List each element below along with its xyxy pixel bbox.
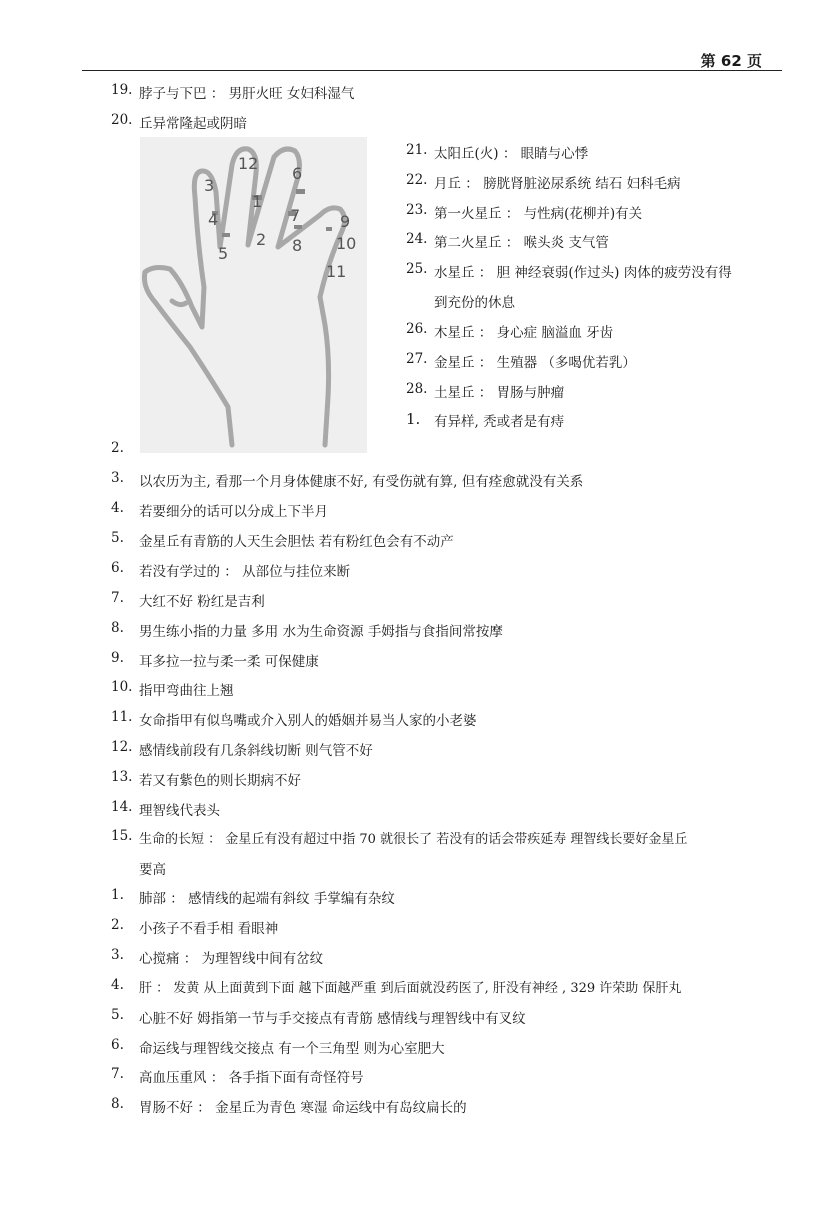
hand-label: 5: [218, 244, 229, 263]
item-number: 5.: [111, 530, 124, 546]
item-text: 土星丘 ： 胃肠与肿瘤: [434, 385, 565, 401]
item-number: 7.: [111, 1066, 124, 1082]
item-text: 太阳丘(火) ： 眼睛与心悸: [434, 146, 589, 162]
item-number: 12.: [111, 739, 133, 755]
hand-label: 12: [238, 154, 259, 173]
page-number: 第 62 页: [700, 52, 762, 70]
item-number: 1.: [406, 410, 421, 428]
item-number: 23.: [406, 202, 428, 218]
item-text: 耳多拉一拉与柔一柔 可保健康: [139, 654, 319, 670]
item-text: 高血压重风 ： 各手指下面有奇怪符号: [139, 1070, 364, 1086]
hand-label: 6: [292, 164, 303, 183]
item-number: 6.: [111, 1037, 124, 1053]
item-number: 15.: [111, 828, 133, 844]
hand-label: 2: [256, 230, 267, 249]
item-text: 以农历为主, 看那一个月身体健康不好, 有受伤就有算, 但有痊愈就没有关系: [139, 474, 584, 490]
item-text: 肝 ： 发黄 从上面黄到下面 越下面越严重 到后面就没药医了, 肝没有神经 , 329 许荣助 保肝丸: [139, 981, 682, 996]
item-text: 第二火星丘 ： 喉头炎 支气管: [434, 235, 609, 251]
item-text: 若又有紫色的则长期病不好: [139, 773, 301, 789]
item-text: 心脏不好 姆指第一节与手交接点有青筋 感情线与理智线中有叉纹: [139, 1011, 526, 1027]
item-text: 小孩子不看手相 看眼神: [139, 921, 279, 937]
item-number: 25.: [406, 261, 428, 277]
hand-label: 10: [336, 234, 357, 253]
hand-label: 11: [326, 262, 347, 281]
hand-diagram: [140, 137, 367, 453]
item-text: 生命的长短 ： 金星丘有没有超过中指 70 就很长了 若没有的话会带疾延寿 理智线长要好金星丘: [139, 832, 688, 847]
item-number: 8.: [111, 1096, 124, 1112]
item-text: 指甲弯曲往上翘: [139, 683, 234, 699]
item-text: 到充份的休息: [434, 295, 515, 311]
item-number: 6.: [111, 560, 124, 576]
item-number: 4.: [111, 500, 124, 516]
item-number: 21.: [406, 142, 428, 158]
item-text: 金星丘 ： 生殖器 （多喝优若乳）: [434, 355, 636, 371]
item-number: 5.: [111, 1007, 124, 1023]
item-number: 28.: [406, 381, 428, 397]
item-text: 理智线代表头: [139, 803, 220, 819]
item-number: 24.: [406, 231, 428, 247]
hand-label: 8: [292, 236, 303, 255]
item-number: 26.: [406, 321, 428, 337]
item-number: 11.: [111, 709, 133, 725]
hand-label: 4: [208, 210, 219, 229]
item-text: 丘异常隆起或阴暗: [139, 116, 247, 132]
item-text: 若没有学过的 ： 从部位与挂位来断: [139, 564, 351, 580]
item-number: 8.: [111, 620, 124, 636]
item-text: 男生练小指的力量 多用 水为生命资源 手姆指与食指间常按摩: [139, 624, 503, 640]
item-text: 女命指甲有似鸟嘴或介入别人的婚姻并易当人家的小老婆: [139, 713, 477, 729]
item-text: 心搅痛 ： 为理智线中间有岔纹: [139, 951, 324, 967]
page-header: [82, 50, 782, 71]
item-number: 4.: [111, 977, 124, 993]
item-number: 27.: [406, 351, 428, 367]
item-text: 胃肠不好 ： 金星丘为青色 寒湿 命运线中有岛纹扁长的: [139, 1100, 467, 1116]
item-number: 13.: [111, 769, 133, 785]
item-number: 14.: [111, 799, 133, 815]
item-number: 19.: [111, 82, 133, 98]
item-text: 有异样, 秃或者是有痔: [434, 414, 565, 430]
item-number: 3.: [111, 470, 124, 486]
item-number: 20.: [111, 112, 133, 128]
hand-outline-illustration: [140, 137, 367, 453]
item-number: 2.: [111, 440, 124, 456]
item-text: 月丘 ： 膀胱肾脏泌尿系统 结石 妇科毛病: [434, 176, 681, 192]
item-number: 2.: [111, 917, 124, 933]
item-text: 若要细分的话可以分成上下半月: [139, 504, 328, 520]
hand-label: 3: [204, 176, 215, 195]
item-text: 木星丘 ： 身心症 脑溢血 牙齿: [434, 325, 614, 341]
hand-label: 1: [252, 192, 263, 211]
item-number: 9.: [111, 650, 124, 666]
item-number: 3.: [111, 947, 124, 963]
item-text: 大红不好 粉红是吉利: [139, 594, 265, 610]
item-text: 命运线与理智线交接点 有一个三角型 则为心室肥大: [139, 1041, 445, 1057]
item-number: 10.: [111, 679, 133, 695]
item-text: 金星丘有青筋的人天生会胆怯 若有粉红色会有不动产: [139, 534, 454, 550]
hand-label: 9: [340, 212, 351, 231]
item-text: 第一火星丘 ： 与性病(花柳并)有关: [434, 206, 643, 222]
item-text: 感情线前段有几条斜线切断 则气管不好: [139, 743, 373, 759]
item-text: 脖子与下巴 ： 男肝火旺 女妇科湿气: [139, 86, 355, 102]
item-number: 22.: [406, 172, 428, 188]
item-text: 水星丘 ： 胆 神经衰弱(作过头) 肉体的疲劳没有得: [434, 265, 732, 281]
item-text: 要高: [139, 862, 166, 878]
item-number: 1.: [111, 887, 124, 903]
item-number: 7.: [111, 590, 124, 606]
hand-label: 7: [290, 206, 301, 225]
item-text: 肺部 ： 感情线的起端有斜纹 手掌编有杂纹: [139, 891, 395, 907]
